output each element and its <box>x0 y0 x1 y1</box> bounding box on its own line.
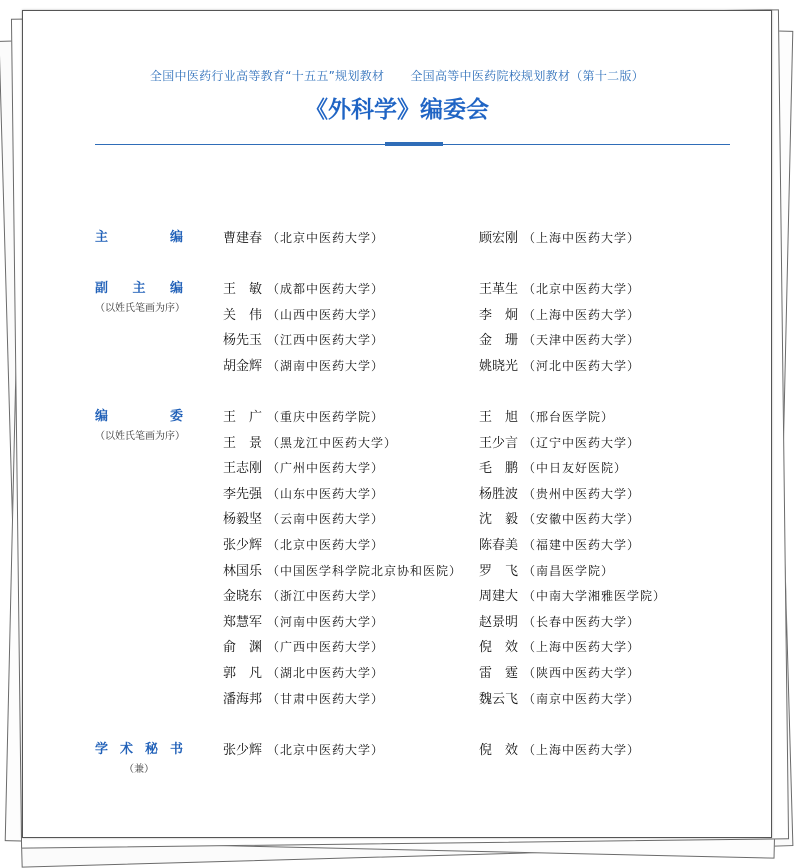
member-entry <box>479 229 640 247</box>
member-entry <box>223 664 384 682</box>
member-name: 魏云飞 <box>479 692 519 707</box>
member-name: 王 旭 <box>479 410 519 425</box>
member-affiliation: （中南大学湘雅医学院） <box>523 589 667 603</box>
member-affiliation: （北京中医药大学） <box>267 231 385 245</box>
label-char: 编 <box>169 281 183 296</box>
member-name: 王革生 <box>479 282 519 297</box>
member-affiliation: （云南中医药大学） <box>267 512 385 526</box>
page-title: 《外科学》编委会 <box>305 97 489 123</box>
member-affiliation: （山东中医药大学） <box>267 487 385 501</box>
member-name: 沈 毅 <box>479 512 519 527</box>
member-affiliation: （上海中医药大学） <box>523 231 641 245</box>
member-affiliation: （中国医学科学院北京协和医院） <box>267 564 463 578</box>
member-entry <box>479 562 614 580</box>
member-name: 赵景明 <box>479 615 519 630</box>
member-entry <box>479 408 614 426</box>
section-label-text <box>95 280 183 298</box>
member-affiliation: （广州中医药大学） <box>267 461 385 475</box>
member-entry <box>223 459 384 477</box>
member-affiliation: （安徽中医药大学） <box>523 512 641 526</box>
member-name: 潘海邦 <box>223 692 263 707</box>
label-char: 学 <box>95 742 109 757</box>
series-left: 全国中医药行业高等教育“十五五”规划教材 <box>149 69 385 83</box>
section-label <box>95 741 183 775</box>
member-entry <box>479 280 640 298</box>
member-affiliation: （上海中医药大学） <box>523 640 641 654</box>
member-entry <box>223 638 384 656</box>
member-affiliation: （长春中医药大学） <box>523 615 641 629</box>
member-name: 周建大 <box>479 589 519 604</box>
member-affiliation: （北京中医药大学） <box>267 743 385 757</box>
member-affiliation: （甘肃中医药大学） <box>267 692 385 706</box>
label-char: 编 <box>169 230 183 245</box>
member-name: 林国乐 <box>223 564 263 579</box>
member-affiliation: （南京中医药大学） <box>523 692 641 706</box>
member-affiliation: （重庆中医药学院） <box>267 410 385 424</box>
member-entry <box>223 434 397 452</box>
member-entry <box>223 741 384 759</box>
member-affiliation: （上海中医药大学） <box>523 743 641 757</box>
label-char: 主 <box>132 281 146 296</box>
label-char: 主 <box>95 230 109 245</box>
member-affiliation: （北京中医药大学） <box>267 538 385 552</box>
member-entry <box>479 459 627 477</box>
member-affiliation: （江西中医药大学） <box>267 333 385 347</box>
series-right: 全国高等中医药院校规划教材（第十二版） <box>410 69 645 83</box>
member-entry <box>223 562 462 580</box>
member-entry <box>223 331 384 349</box>
member-entry <box>223 485 384 503</box>
member-affiliation: （陕西中医药大学） <box>523 666 641 680</box>
label-char: 编 <box>95 409 109 424</box>
member-name: 毛 鹏 <box>479 461 519 476</box>
member-affiliation: （山西中医药大学） <box>267 308 385 322</box>
label-char: 术 <box>119 742 133 757</box>
member-name: 雷 霆 <box>479 666 519 681</box>
member-entry <box>479 485 640 503</box>
member-entry <box>479 741 640 759</box>
member-name: 金 珊 <box>479 333 519 348</box>
member-name: 杨毅坚 <box>223 512 263 527</box>
member-affiliation: （浙江中医药大学） <box>267 589 385 603</box>
series-subtitle <box>23 67 771 84</box>
label-char: 秘 <box>144 742 158 757</box>
member-entry <box>479 510 640 528</box>
section-note: （以姓氏笔画为序） <box>95 431 185 442</box>
label-char: 副 <box>95 281 109 296</box>
member-entry <box>223 408 384 426</box>
member-name: 张少辉 <box>223 743 263 758</box>
member-name: 李 炯 <box>479 308 519 323</box>
section-note: （以姓氏笔画为序） <box>95 303 185 314</box>
label-char: 委 <box>169 409 183 424</box>
member-name: 张少辉 <box>223 538 263 553</box>
section-note: （兼） <box>124 764 154 775</box>
member-entry <box>479 536 640 554</box>
section-label <box>95 408 183 442</box>
member-name: 郑慧军 <box>223 615 263 630</box>
member-name: 杨胜波 <box>479 487 519 502</box>
member-affiliation: （辽宁中医药大学） <box>523 436 641 450</box>
section-label-text <box>95 741 183 759</box>
member-name: 王志刚 <box>223 461 263 476</box>
member-affiliation: （福建中医药大学） <box>523 538 641 552</box>
member-affiliation: （湖北中医药大学） <box>267 666 385 680</box>
member-name: 李先强 <box>223 487 263 502</box>
label-char: 书 <box>169 742 183 757</box>
member-affiliation: （湖南中医药大学） <box>267 359 385 373</box>
member-name: 倪 效 <box>479 743 519 758</box>
member-name: 王 敏 <box>223 282 263 297</box>
member-entry <box>223 357 384 375</box>
member-entry <box>479 306 640 324</box>
member-name: 关 伟 <box>223 308 263 323</box>
member-affiliation: （上海中医药大学） <box>523 308 641 322</box>
section-label-text <box>95 408 183 426</box>
member-affiliation: （成都中医药大学） <box>267 282 385 296</box>
member-entry <box>223 536 384 554</box>
member-affiliation: （贵州中医药大学） <box>523 487 641 501</box>
section-label <box>95 229 183 247</box>
member-entry <box>479 613 640 631</box>
member-name: 陈春美 <box>479 538 519 553</box>
member-entry <box>223 510 384 528</box>
member-entry <box>479 357 640 375</box>
section-label-text <box>95 229 183 247</box>
member-name: 罗 飞 <box>479 564 519 579</box>
member-entry <box>223 306 384 324</box>
member-name: 王 景 <box>223 436 263 451</box>
member-entry <box>223 229 384 247</box>
member-entry <box>479 638 640 656</box>
member-name: 姚晓光 <box>479 359 519 374</box>
member-entry <box>223 280 384 298</box>
title-divider-accent <box>385 142 443 146</box>
member-affiliation: （天津中医药大学） <box>523 333 641 347</box>
member-name: 金晓东 <box>223 589 263 604</box>
member-name: 曹建春 <box>223 231 263 246</box>
member-name: 王少言 <box>479 436 519 451</box>
member-entry <box>223 690 384 708</box>
document-page <box>22 10 772 838</box>
member-name: 杨先玉 <box>223 333 263 348</box>
member-affiliation: （河北中医药大学） <box>523 359 641 373</box>
member-affiliation: （中日友好医院） <box>523 461 628 475</box>
member-name: 俞 渊 <box>223 640 263 655</box>
member-affiliation: （河南中医药大学） <box>267 615 385 629</box>
member-entry <box>479 664 640 682</box>
member-affiliation: （南昌医学院） <box>523 564 615 578</box>
member-affiliation: （广西中医药大学） <box>267 640 385 654</box>
member-entry <box>223 613 384 631</box>
member-affiliation: （北京中医药大学） <box>523 282 641 296</box>
member-entry <box>479 587 666 605</box>
member-name: 顾宏刚 <box>479 231 519 246</box>
member-entry <box>479 434 640 452</box>
member-entry <box>479 331 640 349</box>
member-affiliation: （邢台医学院） <box>523 410 615 424</box>
section-label <box>95 280 183 314</box>
member-name: 倪 效 <box>479 640 519 655</box>
member-name: 胡金辉 <box>223 359 263 374</box>
member-entry <box>479 690 640 708</box>
member-name: 郭 凡 <box>223 666 263 681</box>
member-name: 王 广 <box>223 410 263 425</box>
member-affiliation: （黑龙江中医药大学） <box>267 436 398 450</box>
member-entry <box>223 587 384 605</box>
